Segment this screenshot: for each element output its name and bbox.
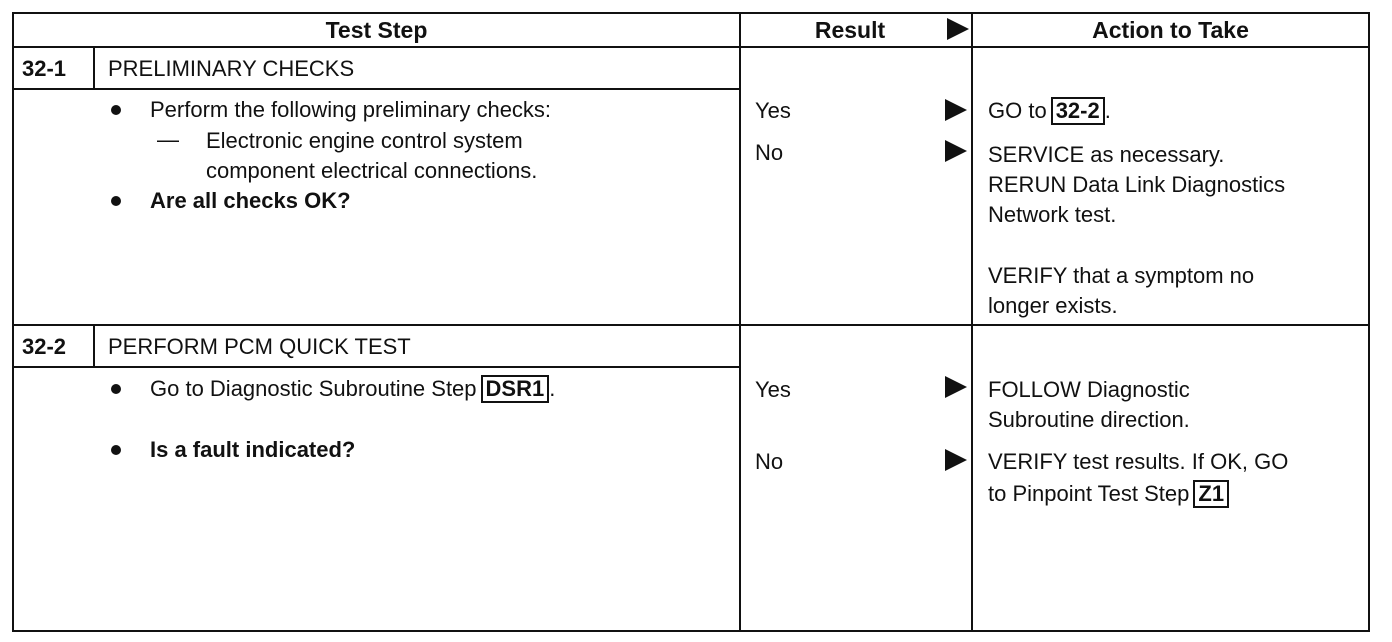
step1-check-line1: Electronic engine control system <box>206 128 523 153</box>
bullet-icon <box>111 445 121 455</box>
step1-action-yes-suffix: . <box>1104 98 1111 123</box>
row-divider <box>12 324 1370 326</box>
step2-instruction <box>150 374 555 404</box>
step1-action-no-line4: VERIFY that a symptom no <box>988 263 1255 288</box>
arrow-right-icon <box>945 449 967 471</box>
header-action: Action to Take <box>1092 17 1249 43</box>
step2-result-no: No <box>755 449 784 474</box>
step-ref-link[interactable]: 32-2 <box>1051 97 1105 125</box>
step2-title: PERFORM PCM QUICK TEST <box>108 334 411 359</box>
arrow-right-icon <box>945 140 967 162</box>
header-test-step: Test Step <box>325 17 428 43</box>
step1-instruction: Perform the following preliminary checks: <box>150 97 552 122</box>
step1-number: 32-1 <box>22 56 67 81</box>
step1-result-yes: Yes <box>755 98 791 123</box>
step1-action-no-line3: Network test. <box>988 202 1117 227</box>
step-ref-link[interactable]: Z1 <box>1193 480 1229 508</box>
column-divider-action <box>971 12 973 632</box>
step2-question: Is a fault indicated? <box>150 437 356 462</box>
step2-number: 32-2 <box>22 334 67 359</box>
step1-question: Are all checks OK? <box>150 188 351 213</box>
border-left <box>12 12 14 632</box>
step1-action-no-line5: longer exists. <box>988 293 1118 318</box>
step2-result-yes: Yes <box>755 377 791 402</box>
step1-check-line2: component electrical connections. <box>206 158 538 183</box>
bullet-icon <box>111 196 121 206</box>
step1-title: PRELIMINARY CHECKS <box>108 56 355 81</box>
step1-title-divider <box>12 88 741 90</box>
step2-action-yes-line2: Subroutine direction. <box>988 407 1190 432</box>
step2-action-no-line2-prefix: to Pinpoint Test Step <box>988 481 1190 506</box>
border-bottom <box>12 630 1370 632</box>
step1-action-yes-prefix: GO to <box>988 98 1047 123</box>
step2-action-no-line1: VERIFY test results. If OK, GO <box>988 449 1289 474</box>
step2-instruction-suffix: . <box>549 376 556 401</box>
step2-number-divider <box>93 324 95 368</box>
border-right <box>1368 12 1370 632</box>
border-top <box>12 12 1370 14</box>
step-ref-link[interactable]: DSR1 <box>481 375 550 403</box>
arrow-right-icon <box>945 99 967 121</box>
bullet-icon <box>111 384 121 394</box>
step2-title-divider <box>12 366 741 368</box>
step2-action-yes-line1: FOLLOW Diagnostic <box>988 377 1190 402</box>
header-result: Result <box>814 17 886 43</box>
step1-number-divider <box>93 46 95 90</box>
step1-action-no-line2: RERUN Data Link Diagnostics <box>988 172 1286 197</box>
dash-icon: — <box>157 127 179 152</box>
step2-instruction-prefix: Go to Diagnostic Subroutine Step <box>150 376 477 401</box>
arrow-right-icon <box>945 376 967 398</box>
header-divider <box>12 46 1370 48</box>
step1-result-no: No <box>755 140 784 165</box>
step2-action-no-line2 <box>988 479 1229 509</box>
step1-action-yes <box>988 96 1111 126</box>
column-divider-result <box>739 12 741 632</box>
bullet-icon <box>111 105 121 115</box>
step1-action-no-line1: SERVICE as necessary. <box>988 142 1225 167</box>
header-arrow-icon <box>947 18 969 40</box>
